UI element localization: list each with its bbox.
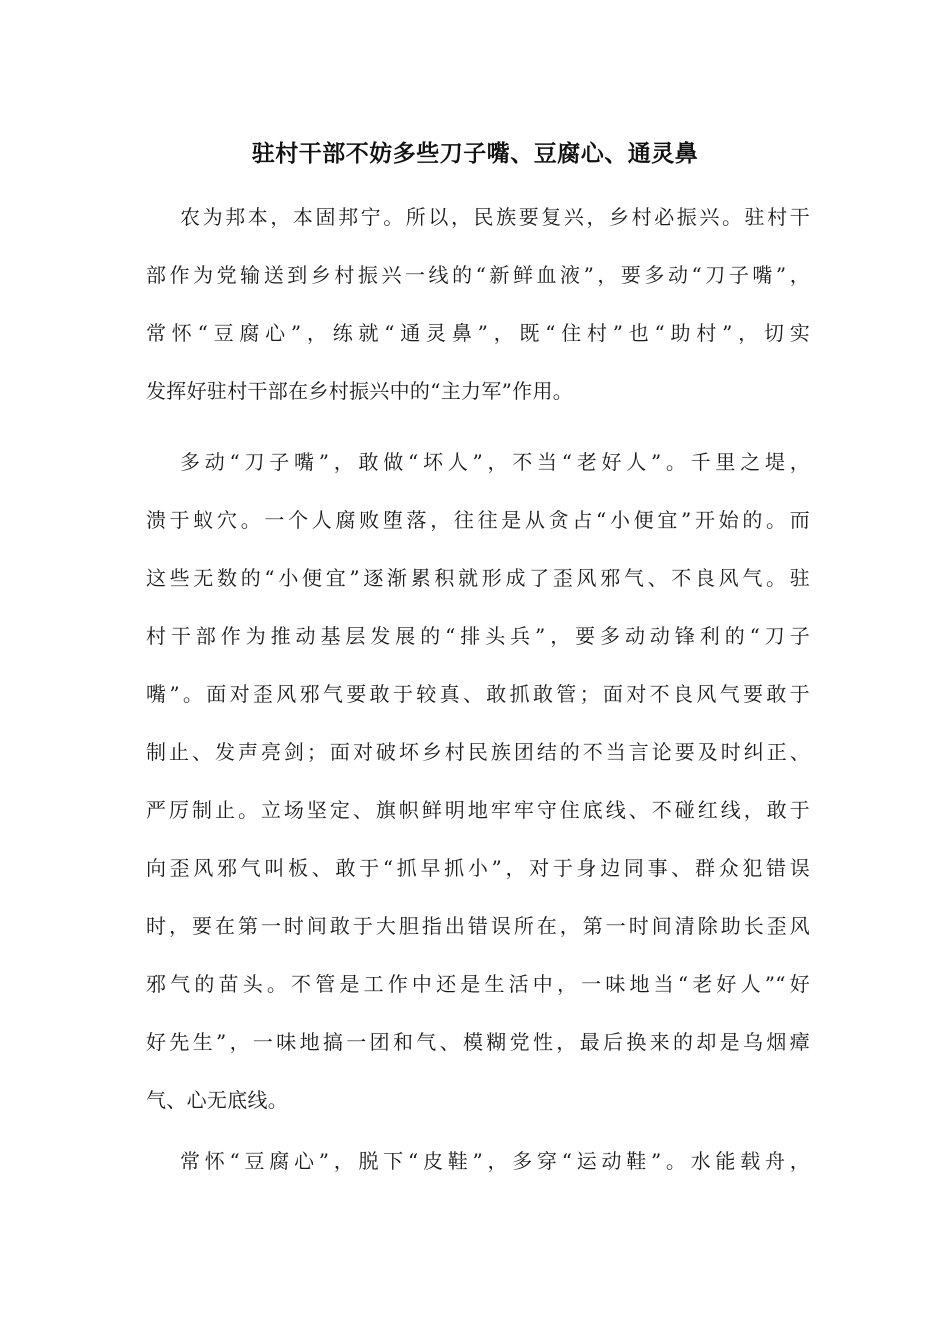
paragraph-line: 发挥好驻村干部在乡村振兴中的“主力军”作用。 (146, 379, 574, 403)
paragraph-line: 向歪风邪气叫板、敢于“抓早抓小”，对于身边同事、群众犯错误 (146, 856, 810, 880)
paragraph-line: 多动“刀子嘴”，敢做“坏人”，不当“老好人”。千里之堤， (180, 450, 810, 474)
paragraph-line: 部作为党输送到乡村振兴一线的“新鲜血液”，要多动“刀子嘴”， (146, 263, 810, 287)
paragraph-1 (146, 188, 810, 420)
paragraph-line: 这些无数的“小便宜”逐渐累积就形成了歪风邪气、不良风气。驻 (146, 566, 810, 590)
paragraph-line: 气、心无底线。 (146, 1088, 289, 1112)
paragraph-line: 好先生”，一味地搞一团和气、模糊党性，最后换来的却是乌烟瘴 (146, 1030, 810, 1054)
paragraph-line: 常怀“豆腐心”，练就“通灵鼻”，既“住村”也“助村”，切实 (146, 321, 810, 345)
paragraph-line: 溃于蚁穴。一个人腐败堕落，往往是从贪占“小便宜”开始的。而 (146, 508, 810, 532)
paragraph-2 (146, 433, 810, 1129)
paragraph-line: 邪气的苗头。不管是工作中还是生活中，一味地当“老好人”“好 (146, 972, 810, 996)
paragraph-3 (146, 1132, 810, 1190)
paragraph-line: 严厉制止。立场坚定、旗帜鲜明地牢牢守住底线、不碰红线，敢于 (146, 798, 810, 822)
paragraph-line: 制止、发声亮剑；面对破坏乡村民族团结的不当言论要及时纠正、 (146, 740, 810, 764)
paragraph-line: 农为邦本，本固邦宁。所以，民族要复兴，乡村必振兴。驻村干 (180, 205, 810, 229)
document-title: 驻村干部不妨多些刀子嘴、豆腐心、通灵鼻 (251, 141, 699, 167)
paragraph-line: 常怀“豆腐心”，脱下“皮鞋”，多穿“运动鞋”。水能载舟， (180, 1149, 810, 1173)
paragraph-line: 村干部作为推动基层发展的“排头兵”，要多动动锋利的“刀子 (146, 624, 810, 648)
paragraph-line: 时，要在第一时间敢于大胆指出错误所在，第一时间清除助长歪风 (146, 914, 810, 938)
paragraph-line: 嘴”。面对歪风邪气要敢于较真、敢抓敢管；面对不良风气要敢于 (146, 682, 810, 706)
